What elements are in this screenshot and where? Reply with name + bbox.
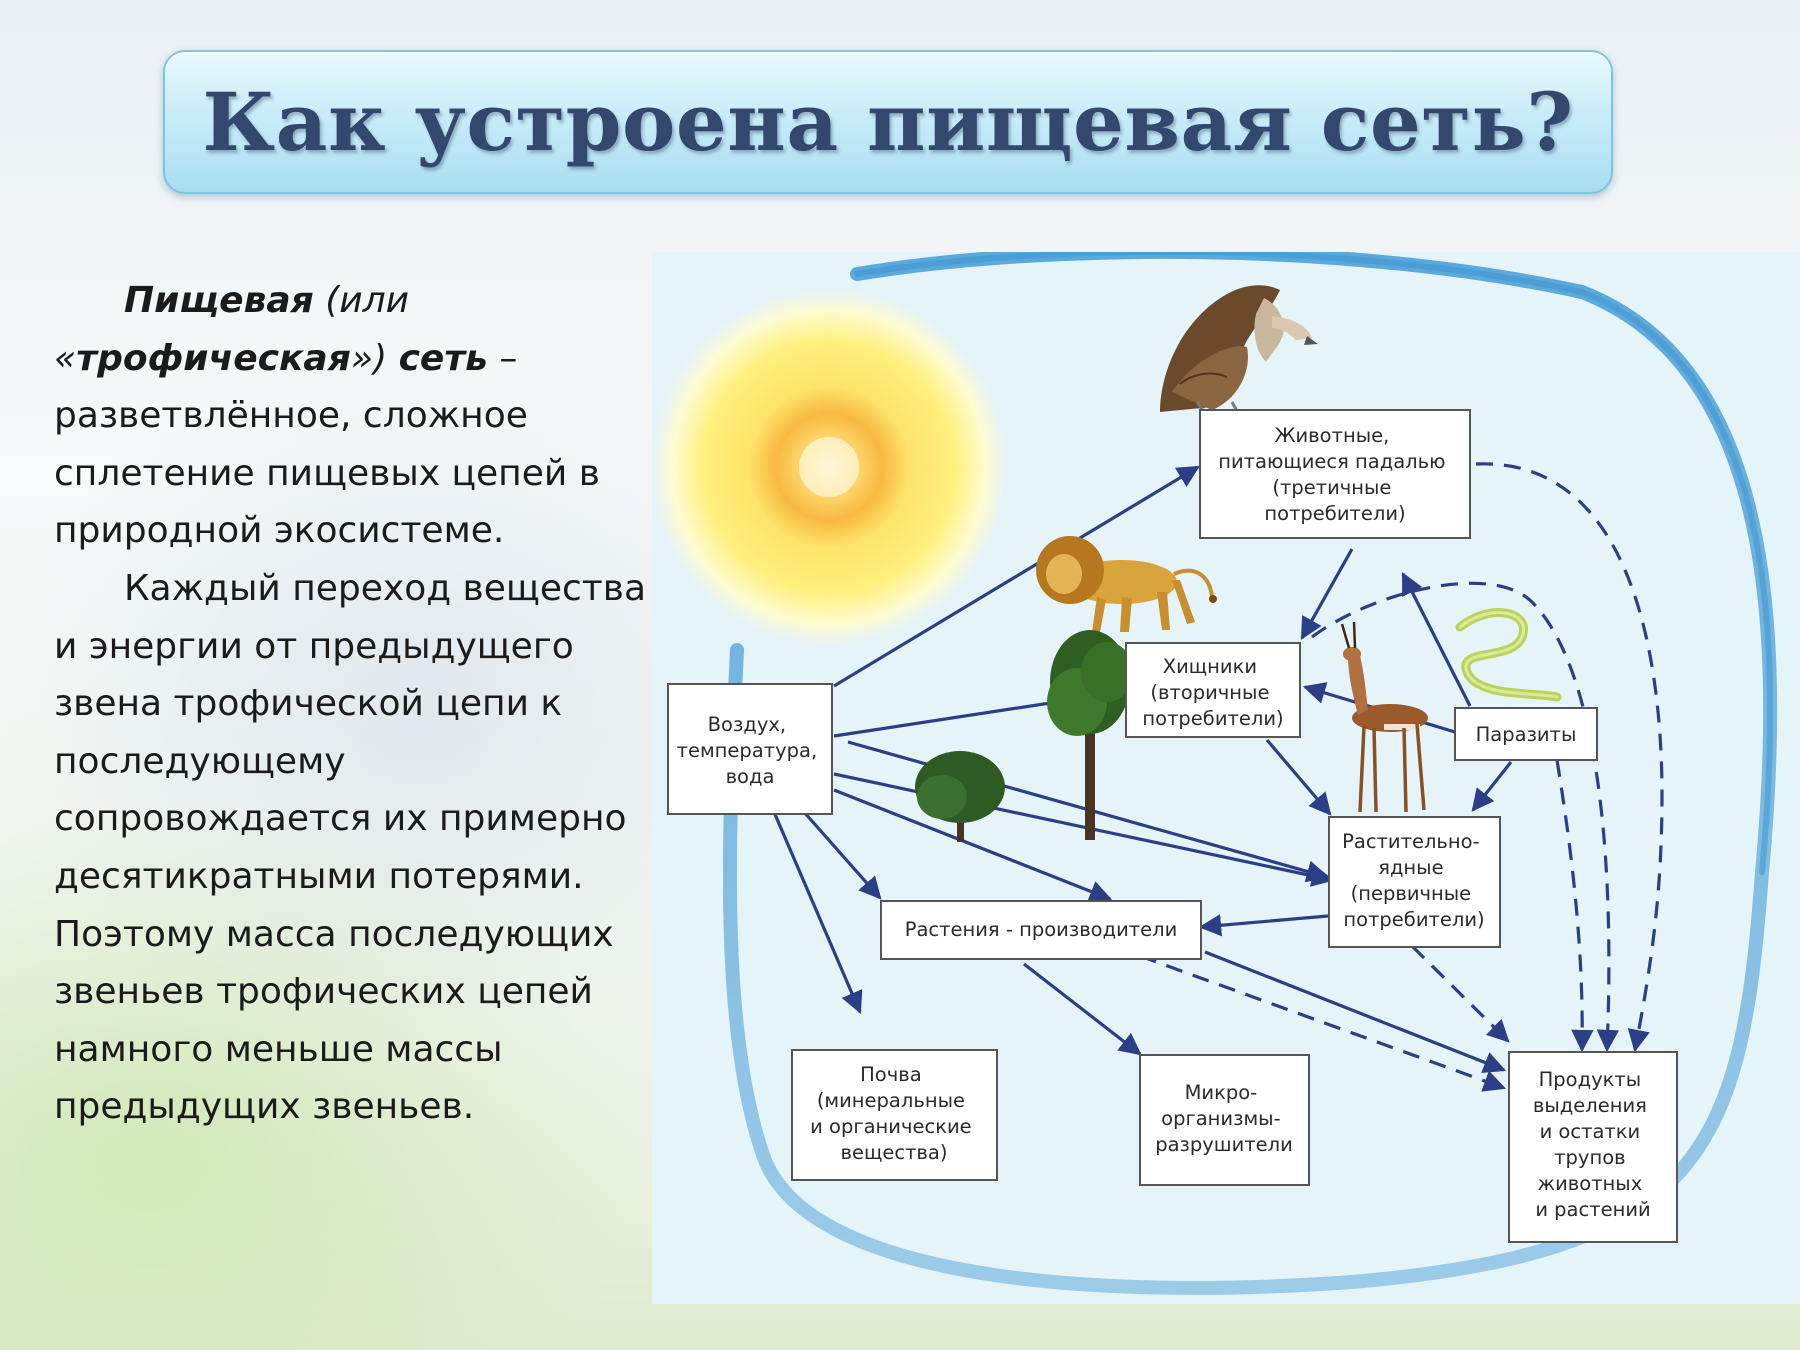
scavengers-label: Животные, питающиеся падалью (третичные потребители) — [1218, 424, 1446, 525]
micro-label: Микро- организмы- разрушители — [1155, 1081, 1293, 1156]
parasites-label: Паразиты — [1475, 723, 1577, 746]
term-web: сеть — [398, 337, 488, 379]
sun-icon — [652, 289, 1007, 645]
page-title: Как устроена пищевая сеть? — [202, 75, 1574, 169]
title-banner — [163, 50, 1613, 194]
term-trophic: трофическая — [76, 337, 351, 379]
dash: – — [487, 337, 518, 379]
arrows-dashed — [1140, 464, 1662, 1088]
plants-label: Растения - производители — [904, 918, 1178, 941]
vulture-icon — [1160, 285, 1318, 424]
soil-label: Почва (минеральные и органические вещества) — [810, 1063, 972, 1164]
lion-icon — [1036, 536, 1217, 632]
worm-icon — [1460, 613, 1557, 697]
paren-open: (или — [313, 280, 410, 321]
herbivores-label: Растительно- ядные (первичные потребители) — [1342, 830, 1485, 931]
air-label: Воздух, температура, вода — [676, 713, 818, 788]
food-web-diagram — [652, 252, 1800, 1304]
quote-close: ») — [350, 337, 388, 379]
definition-rest: разветвлённое, сложное сплетение пищевых цепей в природной экосистеме. — [54, 395, 600, 552]
energy-text: Каждый переход вещества и энергии от предыдущего звена трофической цепи к последующему сопровождается их примерно десятикратными потерями. Поэтому масса последующих звеньев трофических цепей намного меньше массы предыдущих звеньев. — [54, 567, 647, 1128]
tree-icon — [1047, 630, 1133, 840]
definition-paragraph — [54, 272, 654, 560]
remains-label: Продукты выделения и остатки трупов животных и растений — [1532, 1068, 1651, 1221]
quote-open: « — [54, 337, 77, 379]
term-food: Пищевая — [124, 280, 314, 321]
definition-text — [54, 272, 654, 1136]
energy-paragraph — [54, 560, 654, 1136]
antelope-icon — [1342, 622, 1428, 812]
predators-label: Хищники (вторичные потребители) — [1142, 655, 1284, 730]
